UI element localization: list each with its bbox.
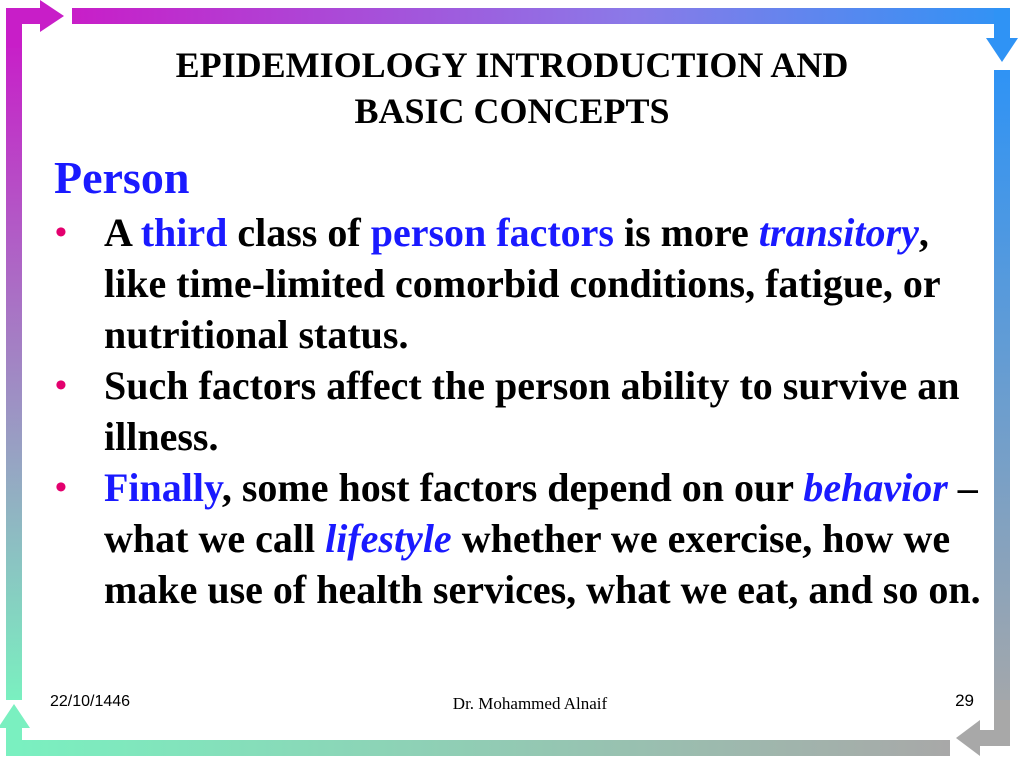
slide-title-line-1: EPIDEMIOLOGY INTRODUCTION AND: [175, 45, 849, 85]
bullet-text-segment: lifestyle: [325, 516, 452, 561]
bullet-text-segment: transitory: [758, 210, 919, 255]
bullet-text-segment: , some host factors depend on our: [221, 465, 804, 510]
bullet-text-segment: A: [104, 210, 141, 255]
bullet-text-segment: , like time-limited comorbid conditions, fatigue, or nutritional status.: [104, 210, 940, 357]
bullet-text-segment: – what we call: [104, 465, 978, 561]
bullet-icon: •: [55, 469, 67, 506]
bullet-icon: •: [55, 367, 67, 404]
bullet-text-segment: whether we exercise, how we make use of health services, what we eat, and so on: [104, 516, 971, 612]
slide-number: 29: [955, 691, 974, 710]
bullet-icon: •: [55, 214, 67, 251]
bullet-text-segment: third: [140, 210, 228, 255]
footer-date: 22/10/1446: [50, 693, 131, 710]
bullet-text-segment: .: [970, 567, 981, 612]
bullet-text-segment: person factors: [370, 210, 614, 255]
bullet-item: [52, 462, 982, 615]
bullet-item: [52, 207, 982, 360]
bullet-text-segment: Finally: [104, 465, 222, 510]
bullet-list: [52, 207, 982, 615]
bullet-item: [52, 360, 982, 462]
bullet-text-segment: behavior: [803, 465, 948, 510]
bullet-text-segment: class of: [227, 210, 371, 255]
footer-author: Dr. Mohammed Alnaif: [452, 694, 608, 713]
section-heading: Person: [54, 152, 190, 203]
slide-title-line-2: BASIC CONCEPTS: [354, 91, 670, 131]
bullet-text-segment: Such factors affect the person ability to survive an illness.: [104, 363, 960, 459]
slide-title: [100, 42, 924, 134]
bullet-text-segment: is more: [613, 210, 759, 255]
